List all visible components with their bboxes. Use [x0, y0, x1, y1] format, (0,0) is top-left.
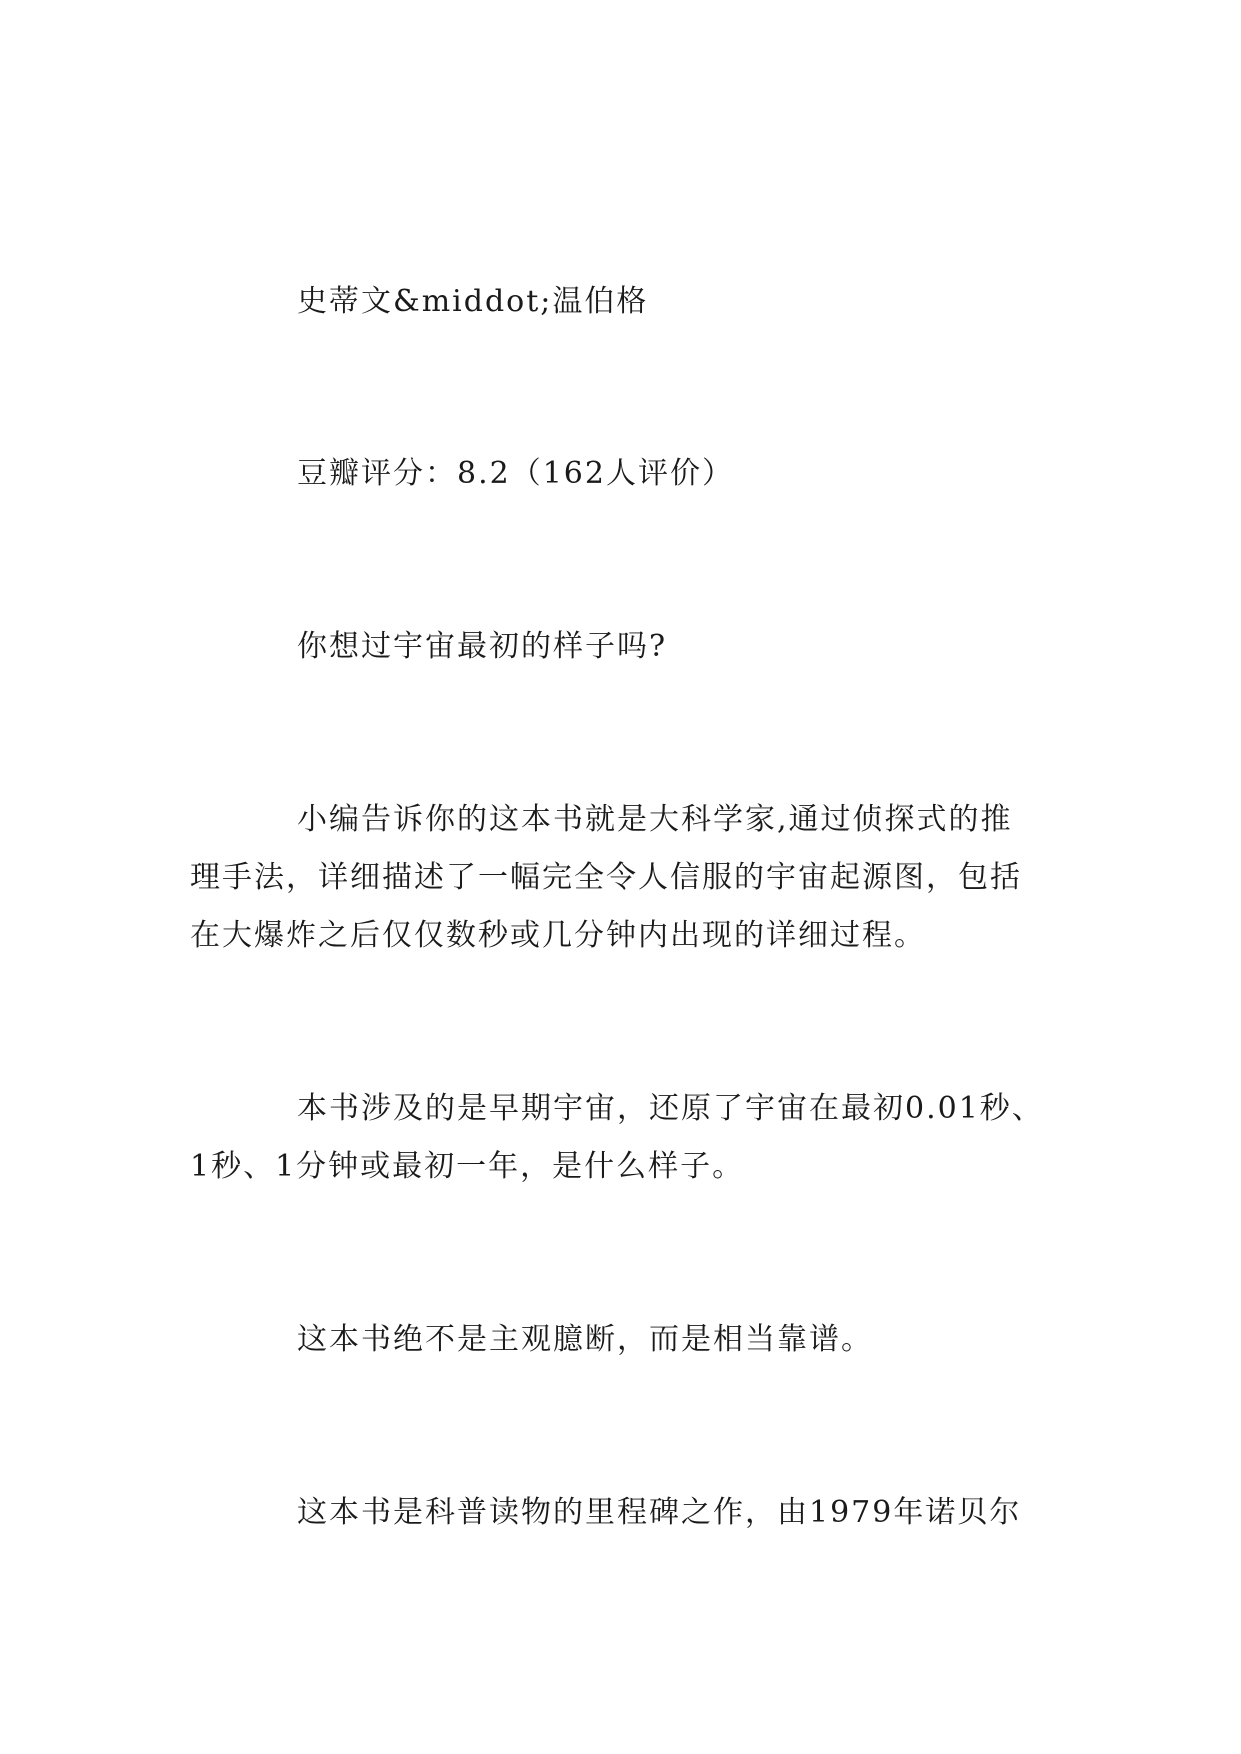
paragraph-scope-line-1: 本书涉及的是早期宇宙，还原了宇宙在最初0.01秒、 [297, 1091, 1044, 1126]
paragraph-intro-line-3: 在大爆炸之后仅仅数秒或几分钟内出现的详细过程。 [190, 918, 926, 953]
author-line: 史蒂文&middot;温伯格 [297, 284, 649, 319]
paragraph-scope-line-2: 1秒、1分钟或最初一年，是什么样子。 [190, 1149, 745, 1184]
paragraph-question: 你想过宇宙最初的样子吗? [297, 629, 668, 664]
rating-line: 豆瓣评分：8.2（162人评价） [297, 456, 734, 491]
paragraph-milestone: 这本书是科普读物的里程碑之作，由1979年诺贝尔 [297, 1495, 1022, 1530]
paragraph-intro-line-1: 小编告诉你的这本书就是大科学家,通过侦探式的推 [297, 802, 1013, 837]
paragraph-reliability: 这本书绝不是主观臆断，而是相当靠谱。 [297, 1322, 873, 1357]
paragraph-intro-line-2: 理手法，详细描述了一幅完全令人信服的宇宙起源图，包括 [190, 860, 1022, 895]
